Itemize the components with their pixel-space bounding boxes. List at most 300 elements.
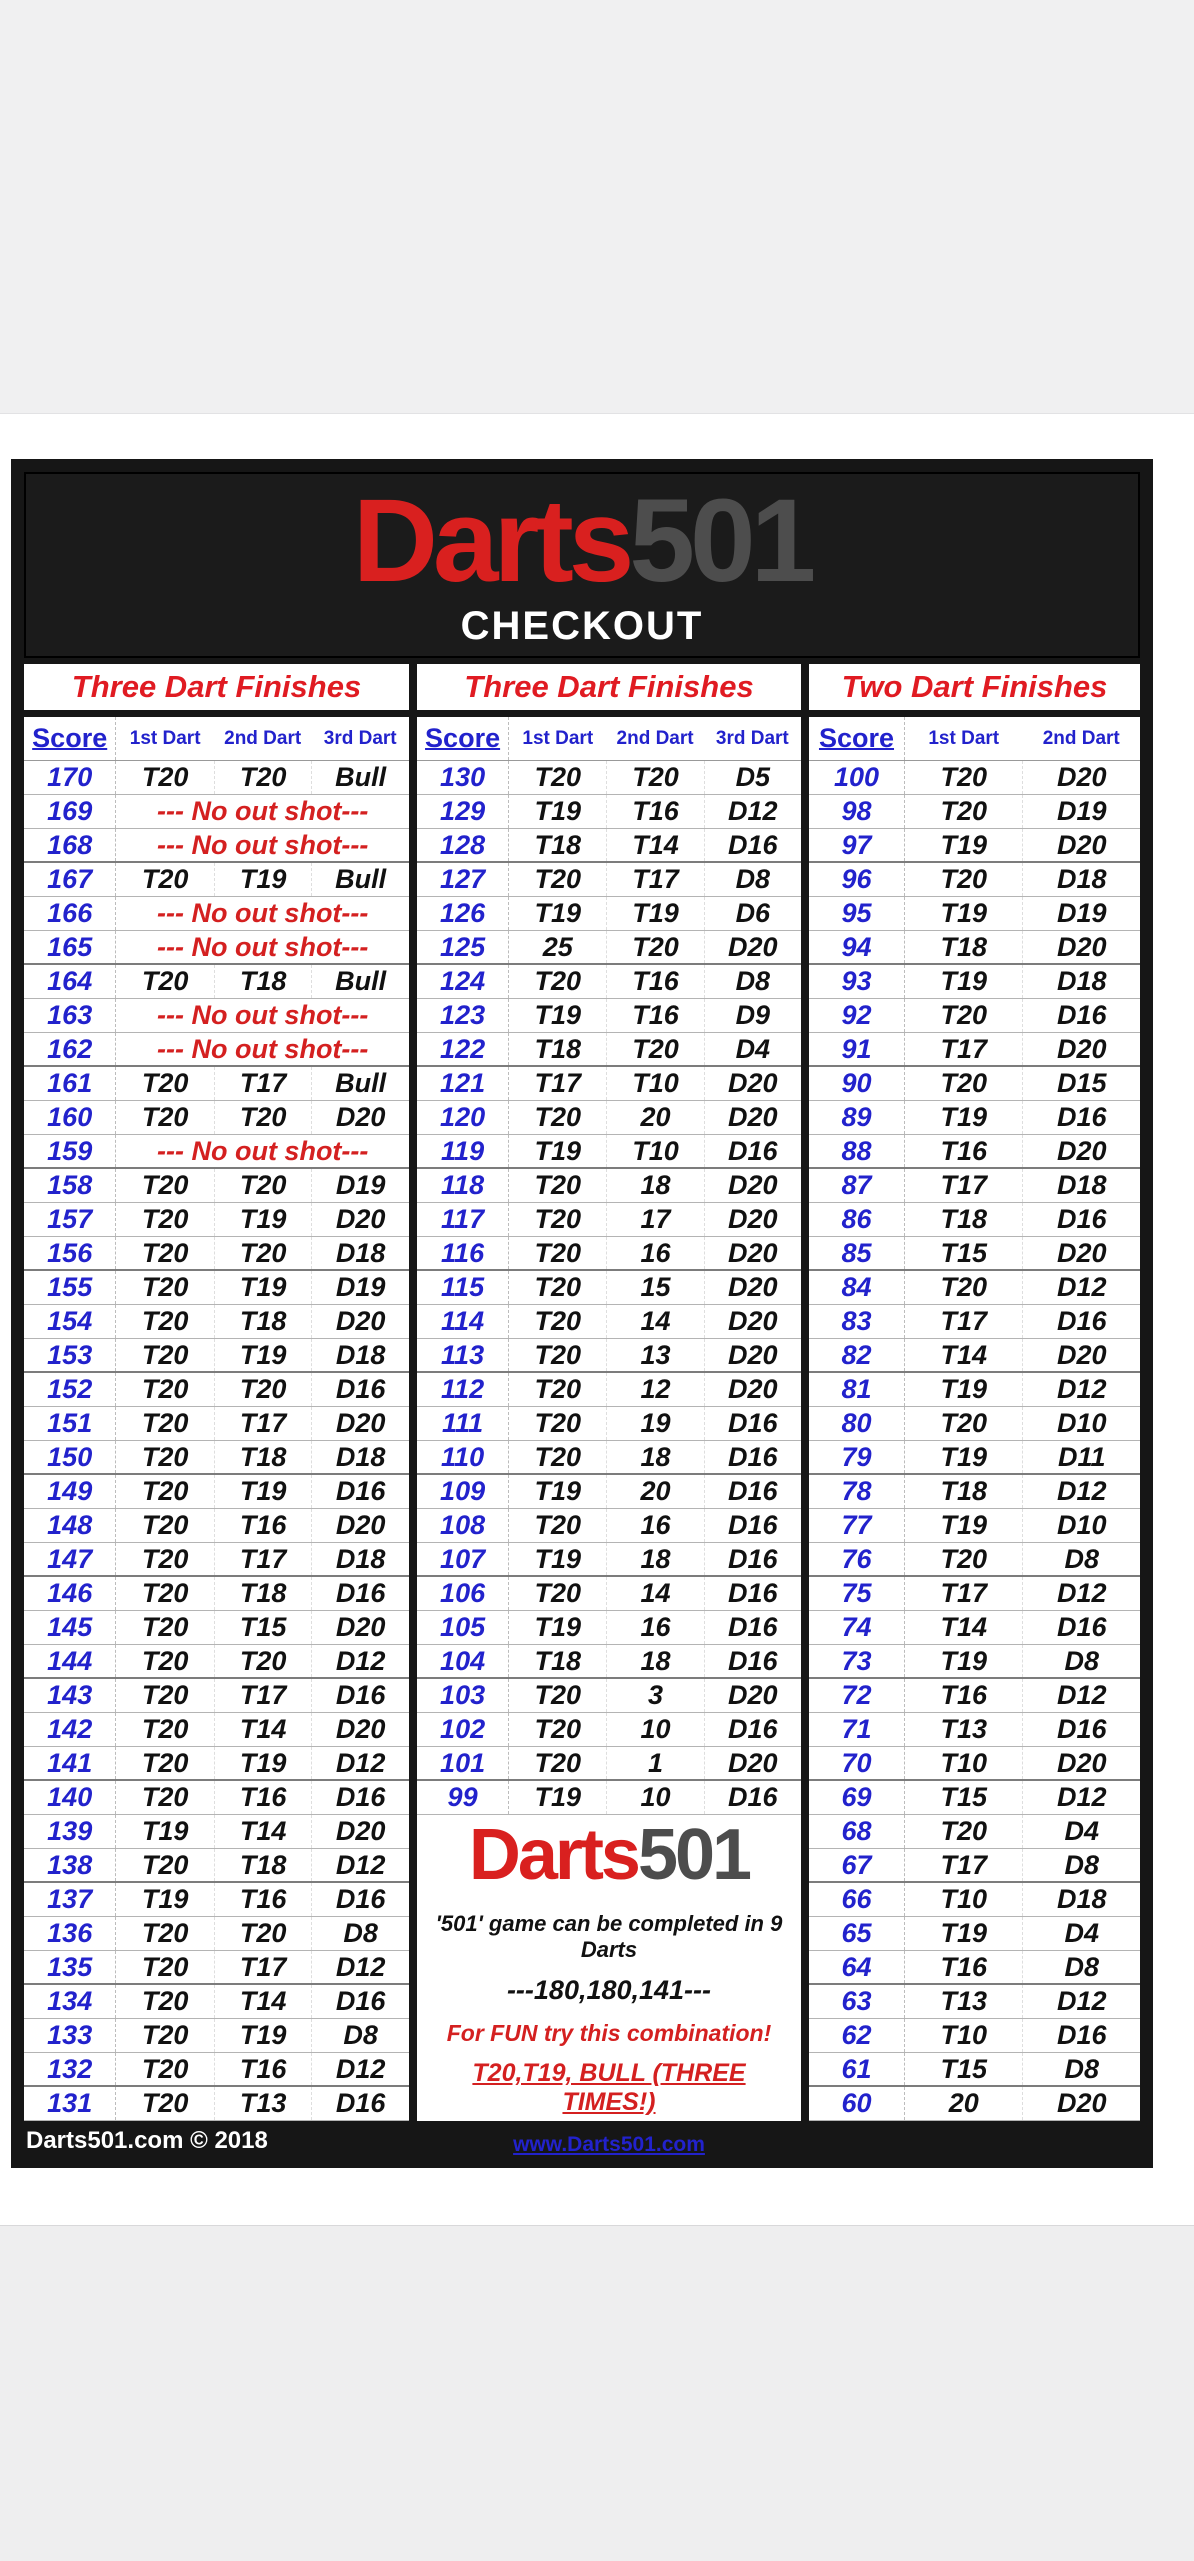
score-value: 79	[809, 1441, 905, 1473]
dart-value: D16	[311, 1985, 409, 2018]
dart-value: T14	[214, 1713, 312, 1746]
dart-value: D12	[311, 1645, 409, 1677]
score-value: 85	[809, 1237, 905, 1269]
dart-value: D20	[704, 1305, 801, 1338]
dart-column-header: 2nd Dart	[1042, 727, 1120, 749]
table-row	[809, 1135, 1140, 1169]
dart-value: T18	[214, 1305, 312, 1338]
dart-value: D12	[311, 1951, 409, 1983]
score-value: 120	[417, 1101, 509, 1134]
dart-value: D16	[311, 1883, 409, 1916]
score-value: 133	[24, 2019, 116, 2052]
score-value: 105	[417, 1611, 509, 1644]
dart-value: T17	[214, 1543, 312, 1575]
dart-value: T20	[141, 1578, 189, 1608]
table-row	[809, 1067, 1140, 1101]
dart-value: D20	[311, 1101, 409, 1134]
dart-value: T19	[940, 1441, 987, 1472]
table-row	[809, 965, 1140, 999]
score-value: 72	[809, 1679, 905, 1712]
dart-value: T20	[141, 1441, 189, 1472]
dart-value: T19	[214, 2019, 312, 2052]
table-row	[417, 1203, 801, 1237]
table-row	[24, 2053, 409, 2087]
dart-value: D16	[704, 829, 801, 861]
dart-value: D8	[311, 2019, 409, 2052]
dart-value: T20	[141, 1237, 189, 1268]
dart-value: T20	[141, 1170, 189, 1200]
dart-value: D20	[704, 1101, 801, 1134]
dart-value: T18	[940, 931, 987, 962]
dart-value: T18	[534, 1645, 582, 1676]
dart-value: T19	[534, 1476, 582, 1506]
table-row	[24, 795, 409, 829]
table-row	[417, 1067, 801, 1101]
two-dart-table	[809, 717, 1140, 2121]
dart-value: T20	[214, 1645, 312, 1677]
dart-value: T20	[534, 1714, 582, 1744]
dart-value: D12	[1022, 1985, 1140, 2018]
dart-value: D20	[704, 931, 801, 963]
table-row	[24, 1305, 409, 1339]
dart-value: T18	[534, 829, 582, 860]
dart-value: T19	[606, 897, 703, 930]
section-title-three-dart-1: Three Dart Finishes	[24, 664, 409, 710]
dart-value: T20	[214, 1917, 312, 1950]
score-value: 93	[809, 965, 905, 998]
table-row	[809, 1645, 1140, 1679]
table-row	[809, 761, 1140, 795]
dart-value: T10	[606, 1067, 703, 1100]
no-out-shot-label: --- No out shot---	[156, 1000, 369, 1030]
score-value: 162	[24, 1033, 116, 1065]
score-value: 122	[417, 1033, 509, 1065]
dart-value: T19	[940, 1510, 987, 1540]
dart-value: T20	[940, 864, 987, 894]
table-row	[809, 1101, 1140, 1135]
score-value: 90	[809, 1067, 905, 1100]
dart-value: T20	[141, 2020, 189, 2050]
dart-value: D20	[311, 1407, 409, 1440]
table-row	[24, 1951, 409, 1985]
table-row	[809, 1509, 1140, 1543]
dart-value: D16	[704, 1509, 801, 1542]
dart-value: T20	[141, 966, 189, 996]
score-value: 104	[417, 1645, 509, 1677]
score-value: 167	[24, 863, 116, 896]
dart-value: T20	[141, 2053, 189, 2084]
dart-value: T19	[214, 1475, 312, 1508]
dart-value: D20	[704, 1237, 801, 1269]
table-row	[417, 1339, 801, 1373]
dart-value: D8	[1022, 1951, 1140, 1983]
column-headers	[809, 717, 1140, 761]
table-row	[417, 1237, 801, 1271]
dart-value: D18	[311, 1543, 409, 1575]
score-value: 61	[809, 2053, 905, 2085]
dart-value: T15	[940, 1782, 987, 1812]
three-dart-table-2	[417, 717, 801, 2156]
dart-value: D12	[1022, 1577, 1140, 1610]
no-out-shot-label: --- No out shot---	[156, 1135, 369, 1166]
table-row	[809, 931, 1140, 965]
no-out-shot-label: --- No out shot---	[156, 931, 369, 962]
dart-value: 14	[606, 1305, 703, 1338]
dart-value: D11	[1022, 1441, 1140, 1473]
section-title-two-dart: Two Dart Finishes	[809, 664, 1140, 710]
dart-value: T18	[214, 965, 312, 998]
dart-value: Bull	[311, 1067, 409, 1100]
table-row	[809, 1611, 1140, 1645]
dart-value: T10	[606, 1135, 703, 1167]
dart-value: D18	[1022, 863, 1140, 896]
dart-value: T19	[534, 1135, 582, 1166]
score-value: 73	[809, 1645, 905, 1677]
dart-value: T20	[534, 1170, 582, 1200]
logo-501-text: 501	[637, 1815, 750, 1895]
table-row	[24, 1985, 409, 2019]
score-value: 98	[809, 795, 905, 828]
dart-value: T19	[940, 829, 987, 860]
dart-value: T16	[940, 1680, 987, 1710]
copyright-notice: Darts501.com © 2018	[26, 2127, 268, 2154]
score-value: 95	[809, 897, 905, 930]
promo-line-9darts: '501' game can be completed in 9 Darts	[435, 1911, 783, 1962]
score-value: 164	[24, 965, 116, 998]
dart-value: T20	[141, 2088, 189, 2118]
dart-value: D20	[311, 1815, 409, 1848]
dart-value: 18	[606, 1645, 703, 1677]
score-value: 84	[809, 1271, 905, 1304]
dart-value: T20	[534, 1339, 582, 1370]
score-value: 141	[24, 1747, 116, 1779]
checkout-chart-card	[11, 459, 1153, 2168]
table-row	[417, 1135, 801, 1169]
dart-value: T19	[534, 1000, 582, 1030]
table-row	[809, 1441, 1140, 1475]
dart-value: T20	[141, 1339, 189, 1370]
table-row	[24, 1101, 409, 1135]
score-value: 148	[24, 1509, 116, 1542]
table-row	[24, 863, 409, 897]
dart-value: T20	[141, 1102, 189, 1132]
dart-value: T19	[940, 1918, 987, 1948]
score-value: 106	[417, 1577, 509, 1610]
score-value: 88	[809, 1135, 905, 1167]
table-row	[24, 829, 409, 863]
dart-value: D16	[1022, 1611, 1140, 1644]
dart-value: T16	[214, 1781, 312, 1814]
dart-value: T19	[534, 1612, 582, 1642]
column-headers	[417, 717, 801, 761]
dart-value: D8	[704, 863, 801, 896]
dart-value: D19	[311, 1271, 409, 1304]
dart-value: D20	[704, 1067, 801, 1100]
dart-value: T20	[534, 1408, 582, 1438]
promo-line-bull: T20,T19, BULL (THREE TIMES!)	[472, 2059, 746, 2116]
dart-value: 15	[606, 1271, 703, 1304]
table-row	[24, 1135, 409, 1169]
dart-value: T14	[606, 829, 703, 861]
dart-value: T17	[214, 1407, 312, 1440]
chart-header	[24, 472, 1140, 658]
dart-value: T18	[214, 1441, 312, 1473]
dart-value: T20	[141, 762, 189, 792]
score-value: 75	[809, 1577, 905, 1610]
table-row	[809, 1339, 1140, 1373]
dart-value: D16	[704, 1611, 801, 1644]
dart-value: T20	[214, 1237, 312, 1269]
dart-value: T20	[940, 796, 987, 826]
dart-value: T20	[141, 1204, 189, 1234]
score-value: 67	[809, 1849, 905, 1881]
dart-value: T14	[214, 1985, 312, 2018]
dart-value: T19	[534, 1543, 582, 1574]
dart-value: D4	[704, 1033, 801, 1065]
table-row	[24, 1339, 409, 1373]
page-background-top	[0, 0, 1194, 414]
score-value: 132	[24, 2053, 116, 2085]
table-row	[809, 2053, 1140, 2087]
dart-value: D20	[704, 1203, 801, 1236]
dart-value: T18	[214, 1577, 312, 1610]
logo-darts-text: Darts	[468, 1815, 638, 1895]
dart-value: T20	[141, 1408, 189, 1438]
dart-value: D16	[311, 1373, 409, 1406]
table-row	[417, 965, 801, 999]
table-row	[417, 1611, 801, 1645]
score-value: 169	[24, 795, 116, 828]
table-row	[809, 2087, 1140, 2121]
dart-value: T20	[141, 1645, 189, 1676]
score-value: 155	[24, 1271, 116, 1304]
dart-value: 16	[606, 1237, 703, 1269]
dart-value: T20	[940, 1272, 987, 1302]
table-row	[24, 1169, 409, 1203]
dart-value: T16	[940, 1951, 987, 1982]
table-row	[24, 1237, 409, 1271]
dart-value: D16	[704, 1441, 801, 1473]
dart-value: T19	[534, 796, 582, 826]
table-row	[24, 1509, 409, 1543]
table-row	[809, 1237, 1140, 1271]
no-out-shot-label: --- No out shot---	[156, 796, 369, 826]
dart-value: T13	[940, 1714, 987, 1744]
no-out-shot-label: --- No out shot---	[156, 1033, 369, 1064]
dart-value: T20	[141, 1476, 189, 1506]
dart-value: T18	[534, 1033, 582, 1064]
table-row	[809, 1577, 1140, 1611]
score-value: 60	[809, 2087, 905, 2120]
table-row	[24, 1611, 409, 1645]
dart-value: T19	[214, 1203, 312, 1236]
dart-value: D16	[1022, 1305, 1140, 1338]
dart-value: D18	[1022, 965, 1140, 998]
table-row	[417, 829, 801, 863]
score-value: 121	[417, 1067, 509, 1100]
dart-value: T19	[214, 1271, 312, 1304]
dart-value: D8	[1022, 2053, 1140, 2085]
dart-value: D20	[1022, 1237, 1140, 1269]
score-value: 63	[809, 1985, 905, 2018]
dart-value: T14	[214, 1815, 312, 1848]
dart-value: T20	[534, 864, 582, 894]
dart-value: T20	[534, 1747, 582, 1778]
score-column-header: Score	[24, 717, 116, 760]
table-row	[24, 1917, 409, 1951]
dart-value: T20	[141, 1951, 189, 1982]
dart-value: D16	[704, 1543, 801, 1575]
dart-value: T16	[940, 1135, 987, 1166]
score-value: 159	[24, 1135, 116, 1167]
dart-value: D16	[1022, 1203, 1140, 1236]
score-value: 119	[417, 1135, 509, 1167]
dart-value: T20	[534, 1102, 582, 1132]
dart-value: D20	[704, 1679, 801, 1712]
table-row	[417, 1475, 801, 1509]
dart-value: T20	[214, 761, 312, 794]
dart-value: D4	[1022, 1815, 1140, 1848]
dart-value: D16	[704, 1645, 801, 1677]
score-value: 166	[24, 897, 116, 930]
dart-value: T20	[214, 1169, 312, 1202]
score-value: 160	[24, 1101, 116, 1134]
dart-value: T13	[214, 2087, 312, 2120]
promo-line-combination: ---180,180,141---	[506, 1975, 712, 2005]
dart-value: T10	[940, 1884, 987, 1914]
table-row	[417, 1645, 801, 1679]
dart-value: 17	[606, 1203, 703, 1236]
score-value: 94	[809, 931, 905, 963]
dart-value: 10	[606, 1781, 703, 1814]
score-value: 150	[24, 1441, 116, 1473]
score-value: 143	[24, 1679, 116, 1712]
dart-value: T19	[940, 966, 987, 996]
table-row	[417, 1713, 801, 1747]
score-value: 64	[809, 1951, 905, 1983]
score-value: 96	[809, 863, 905, 896]
dart-value: T15	[214, 1611, 312, 1644]
dart-value: D20	[1022, 1033, 1140, 1065]
score-value: 140	[24, 1781, 116, 1814]
dart-value: D9	[704, 999, 801, 1032]
score-value: 118	[417, 1169, 509, 1202]
dart-value: D20	[1022, 761, 1140, 794]
table-row	[809, 1849, 1140, 1883]
dart-value: T18	[214, 1849, 312, 1881]
dart-value: T20	[606, 1033, 703, 1065]
promo-box	[417, 1815, 801, 2161]
table-row	[24, 1815, 409, 1849]
dart-value: D20	[704, 1373, 801, 1406]
dart-value: 20	[606, 1475, 703, 1508]
dart-value: D16	[704, 1781, 801, 1814]
dart-value: D20	[311, 1203, 409, 1236]
dart-value: T17	[940, 1170, 987, 1200]
dart-value: 18	[606, 1441, 703, 1473]
score-value: 163	[24, 999, 116, 1032]
table-row	[809, 829, 1140, 863]
dart-value: D20	[1022, 1135, 1140, 1167]
score-column-header: Score	[809, 717, 905, 760]
darts501-website-link[interactable]: www.Darts501.com	[513, 2133, 705, 2156]
dart-value: D20	[1022, 829, 1140, 861]
table-row	[417, 1407, 801, 1441]
dart-column-header: 1st Dart	[522, 727, 594, 749]
dart-value: T20	[534, 1578, 582, 1608]
score-value: 89	[809, 1101, 905, 1134]
score-value: 130	[417, 761, 509, 794]
dart-value: 18	[606, 1169, 703, 1202]
dart-value: T19	[940, 898, 987, 928]
dart-value: T20	[940, 1408, 987, 1438]
dart-value: T19	[534, 898, 582, 928]
dart-value: T17	[606, 863, 703, 896]
score-value: 137	[24, 1883, 116, 1916]
score-value: 161	[24, 1067, 116, 1100]
table-row	[809, 1271, 1140, 1305]
table-row	[417, 1509, 801, 1543]
dart-value: T20	[606, 761, 703, 794]
dart-value: D16	[704, 1577, 801, 1610]
dart-value: T14	[940, 1612, 987, 1642]
score-value: 100	[809, 761, 905, 794]
dart-value: D20	[1022, 1747, 1140, 1779]
table-row	[809, 795, 1140, 829]
dart-value: D16	[1022, 1713, 1140, 1746]
dart-value: T17	[940, 1033, 987, 1064]
table-row	[417, 931, 801, 965]
score-value: 125	[417, 931, 509, 963]
score-value: 108	[417, 1509, 509, 1542]
score-value: 142	[24, 1713, 116, 1746]
table-row	[417, 863, 801, 897]
dart-value: D20	[704, 1339, 801, 1371]
dart-value: D16	[311, 1781, 409, 1814]
table-row	[417, 1679, 801, 1713]
dart-value: T17	[940, 1849, 987, 1880]
section-title-three-dart-2: Three Dart Finishes	[417, 664, 801, 710]
logo-501-text: 501	[629, 474, 812, 607]
dart-value: D12	[1022, 1271, 1140, 1304]
dart-column-header: 1st Dart	[129, 727, 201, 749]
table-row	[809, 2019, 1140, 2053]
table-row	[24, 1203, 409, 1237]
dart-value: 20	[606, 1101, 703, 1134]
table-row	[417, 795, 801, 829]
dart-value: D12	[1022, 1475, 1140, 1508]
dart-value: D16	[311, 1679, 409, 1712]
table-row	[809, 897, 1140, 931]
score-value: 69	[809, 1781, 905, 1814]
dart-value: T19	[940, 1374, 987, 1404]
dart-value: D16	[704, 1475, 801, 1508]
score-value: 154	[24, 1305, 116, 1338]
dart-value: 10	[606, 1713, 703, 1746]
score-value: 102	[417, 1713, 509, 1746]
dart-value: T16	[606, 965, 703, 998]
promo-line-fun: For FUN try this combination!	[446, 2020, 772, 2046]
dart-value: T10	[940, 1747, 987, 1778]
table-row	[24, 1033, 409, 1067]
table-row	[809, 1815, 1140, 1849]
score-value: 99	[417, 1781, 509, 1814]
score-value: 131	[24, 2087, 116, 2120]
score-value: 81	[809, 1373, 905, 1406]
score-value: 139	[24, 1815, 116, 1848]
score-value: 138	[24, 1849, 116, 1881]
section-title-band	[24, 664, 1140, 710]
